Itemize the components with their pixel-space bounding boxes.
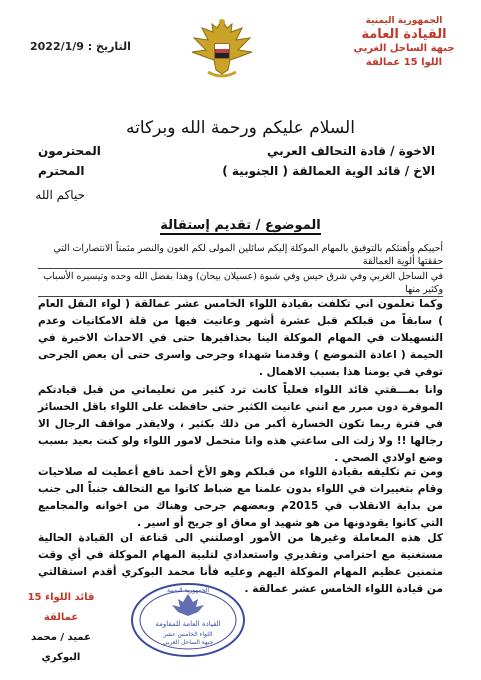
signature-name: عميد / محمد البوكري bbox=[31, 632, 91, 663]
letterhead bbox=[349, 14, 459, 70]
salutation: السلام عليكم ورحمة الله وبركاته bbox=[126, 118, 355, 138]
addressee-title-1: المحترمون bbox=[38, 144, 101, 158]
stamp-top-text: الجمهورية اليمنية bbox=[166, 587, 210, 594]
front-name: جبهة الساحل الغربي bbox=[353, 43, 455, 54]
intro-line-2: في الساحل الغربي وفي شرق حيس وفي شبوة (عسيلان بيحان) وهذا بفضل الله وحده وتيسيره الأسباب وكثير منها bbox=[38, 270, 443, 297]
intro-line-1: أحييكم وأهنئكم بالتوفيق بالمهام الموكلة إليكم سائلين المولى لكم العون والنصر مثمناً الانتصارات التي حققتها ألوية العمالقة bbox=[38, 242, 443, 269]
brigade-name: اللوا 15 عمالقة bbox=[365, 57, 443, 68]
greeting: حياكم الله bbox=[35, 188, 85, 202]
stamp-bottom-text-2: جبهة الساحل الغربي bbox=[162, 639, 214, 646]
body-paragraph-2: وانا بمـــقتي قائد اللواء فعلياً كانت ترد كثير من تعليماتي من قبل قيادتكم الموقرة دون مبرر مع انني عانيت الكثير حتى حافظت على اللواء باقل الخسائر في فترة ربما تكون الخسارة أكبر من ذلك بكثير ، ولايقدر مواقف الرجال الا رجالها !! ولا زلت الى ساعتي هذه وانا متحمل لامور اللواء ولو كنت بعيد بسبب وضع اولادي الصحي . bbox=[38, 384, 443, 464]
signature-block bbox=[21, 588, 101, 668]
body-paragraph-3: ومن تم تكليفه بقيادة اللواء من قبلكم وهو الأخ أحمد نافع أعطيت له صلاحيات وقام بتغييرات في اللواء بدون علمنا مع ضباط كانوا مع التحالف جنباً الى جنب من بداية الانقلاب في 2015م وبعضهم جرحى وهناك من اخوانه والمجاميع التي كانوا يقودونها من هو شهيد او معاق او جريح أو اسير . bbox=[38, 466, 443, 529]
body-paragraph-1: وكما تعلمون اني تكلفت بقيادة اللواء الخامس عشر عمالقة ( لواء النقل العام ) سابقاً من قبلكم قبل عشرة أشهر وعانيت فيها من قلة الامكانيات وعدم التسهيلات في المهام الموكلة الينا بحذافيرها حتى في الاحداث الاخيرة في الحيمة ( اعادة التموضع ) وقدمنا شهداء وجرحى واسرى حتى أن بعض الجرحى توفي في يومنا هذا بسبب الاهمال . bbox=[38, 298, 443, 378]
signature-title: قائد اللواء 15 عمالقة bbox=[27, 592, 95, 623]
subject-line bbox=[0, 218, 481, 233]
stamp-bottom-text: اللواء الخامس عشر bbox=[163, 631, 213, 638]
addressee-title-2: المحترم bbox=[38, 164, 85, 178]
yemen-eagle-emblem bbox=[186, 14, 258, 84]
letter-date: التاريخ : 2022/1/9 bbox=[30, 40, 131, 53]
addressee-line-2: الاخ / قائد الوية العمالقة ( الجنوبية ) bbox=[222, 164, 435, 178]
republic-name: الجمهورية اليمنية bbox=[365, 16, 443, 26]
command-name: القيادة العامة bbox=[361, 27, 447, 42]
addressee-line-1: الاخوة / قادة التحالف العربي bbox=[267, 144, 435, 158]
body-paragraph-4: كل هذه المعاملة وغيرها من الأمور اوصلتني الى قناعة ان القيادة الحالية مستغنية مع احترامي وتقديري واستعدادي لتلبية المهام الموكلة في أي وقت مثمنين عظيم المهام الموكلة اليهم وعليه فأنا محمد البوكري أقدم استقالتي من قيادة اللواء الخامس عشر عمالقة . bbox=[38, 532, 443, 595]
subject-text: الموضوع / تقديم إستقالة bbox=[160, 218, 321, 233]
official-stamp bbox=[128, 580, 248, 660]
stamp-mid-text: القيادة العامة للمقاومة bbox=[155, 620, 221, 628]
